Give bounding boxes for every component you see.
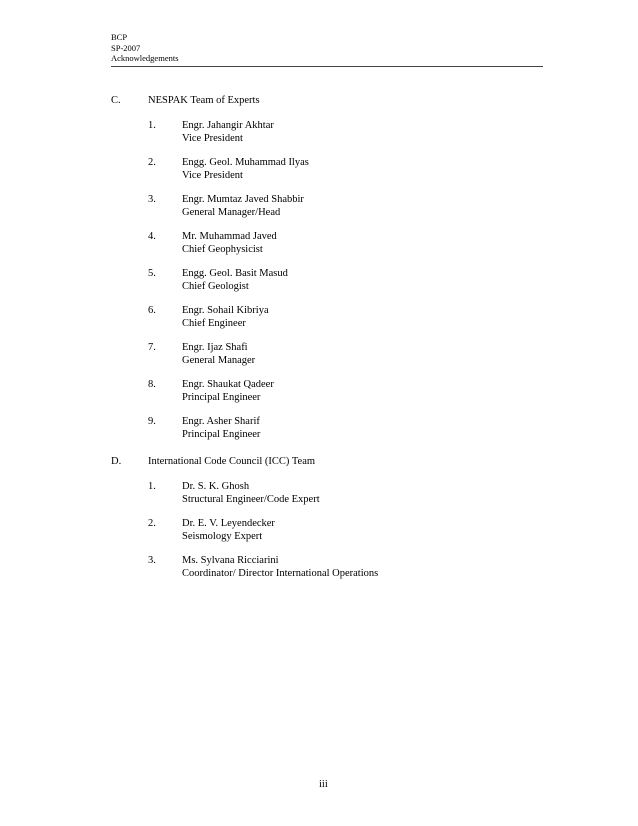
member-role: Chief Geologist (182, 281, 249, 292)
member-name: Mr. Muhammad Javed (182, 231, 277, 242)
list-item (111, 230, 531, 256)
list-item (111, 480, 531, 506)
member-role: General Manager (182, 355, 256, 366)
member-name: Engg. Geol. Basit Masud (182, 268, 288, 279)
header-code: BCP (111, 32, 128, 42)
member-role: Principal Engineer (182, 429, 261, 440)
member-name: Engr. Shaukat Qadeer (182, 379, 274, 390)
section-heading (111, 94, 531, 108)
member-role: Seismology Expert (182, 531, 263, 542)
member-role: Vice President (182, 170, 243, 181)
member-name: Dr. S. K. Ghosh (182, 481, 250, 492)
list-item (111, 517, 531, 543)
member-name: Engg. Geol. Muhammad Ilyas (182, 157, 309, 168)
member-name: Engr. Mumtaz Javed Shabbir (182, 194, 304, 205)
running-header (111, 32, 179, 64)
list-item (111, 304, 531, 330)
item-number: 6. (148, 305, 156, 316)
item-number: 4. (148, 231, 156, 242)
section-heading (111, 455, 531, 469)
item-number: 5. (148, 268, 156, 279)
member-role: Coordinator/ Director International Operations (182, 568, 379, 579)
item-number: 2. (148, 157, 156, 168)
item-number: 8. (148, 379, 156, 390)
section-letter: D. (111, 456, 122, 467)
member-role: Structural Engineer/Code Expert (182, 494, 320, 505)
list-item (111, 415, 531, 441)
section-title: NESPAK Team of Experts (148, 95, 260, 106)
member-role: Chief Geophysicist (182, 244, 263, 255)
list-item (111, 341, 531, 367)
member-name: Engr. Jahangir Akhtar (182, 120, 274, 131)
section-letter: C. (111, 95, 121, 106)
section-icc-team (111, 455, 531, 580)
header-chapter-title: Acknowledgements (111, 53, 179, 63)
item-number: 9. (148, 416, 156, 427)
section-title: International Code Council (ICC) Team (148, 456, 316, 467)
list-item (111, 554, 531, 580)
section-nespak-team (111, 94, 531, 441)
item-number: 1. (148, 481, 156, 492)
member-role: Principal Engineer (182, 392, 261, 403)
list-item (111, 119, 531, 145)
list-item (111, 267, 531, 293)
list-item (111, 156, 531, 182)
item-number: 3. (148, 194, 156, 205)
member-name: Engr. Asher Sharif (182, 416, 260, 427)
list-item (111, 378, 531, 404)
member-name: Engr. Ijaz Shafi (182, 342, 248, 353)
header-divider (111, 66, 543, 67)
page-number: iii (319, 779, 328, 790)
member-role: Chief Engineer (182, 318, 246, 329)
item-number: 1. (148, 120, 156, 131)
item-number: 7. (148, 342, 156, 353)
list-item (111, 193, 531, 219)
member-role: General Manager/Head (182, 207, 281, 218)
item-number: 2. (148, 518, 156, 529)
member-name: Engr. Sohail Kibriya (182, 305, 269, 316)
item-number: 3. (148, 555, 156, 566)
member-name: Dr. E. V. Leyendecker (182, 518, 275, 529)
member-role: Vice President (182, 133, 243, 144)
header-document-id: SP-2007 (111, 42, 141, 53)
member-name: Ms. Sylvana Ricciarini (182, 555, 279, 566)
